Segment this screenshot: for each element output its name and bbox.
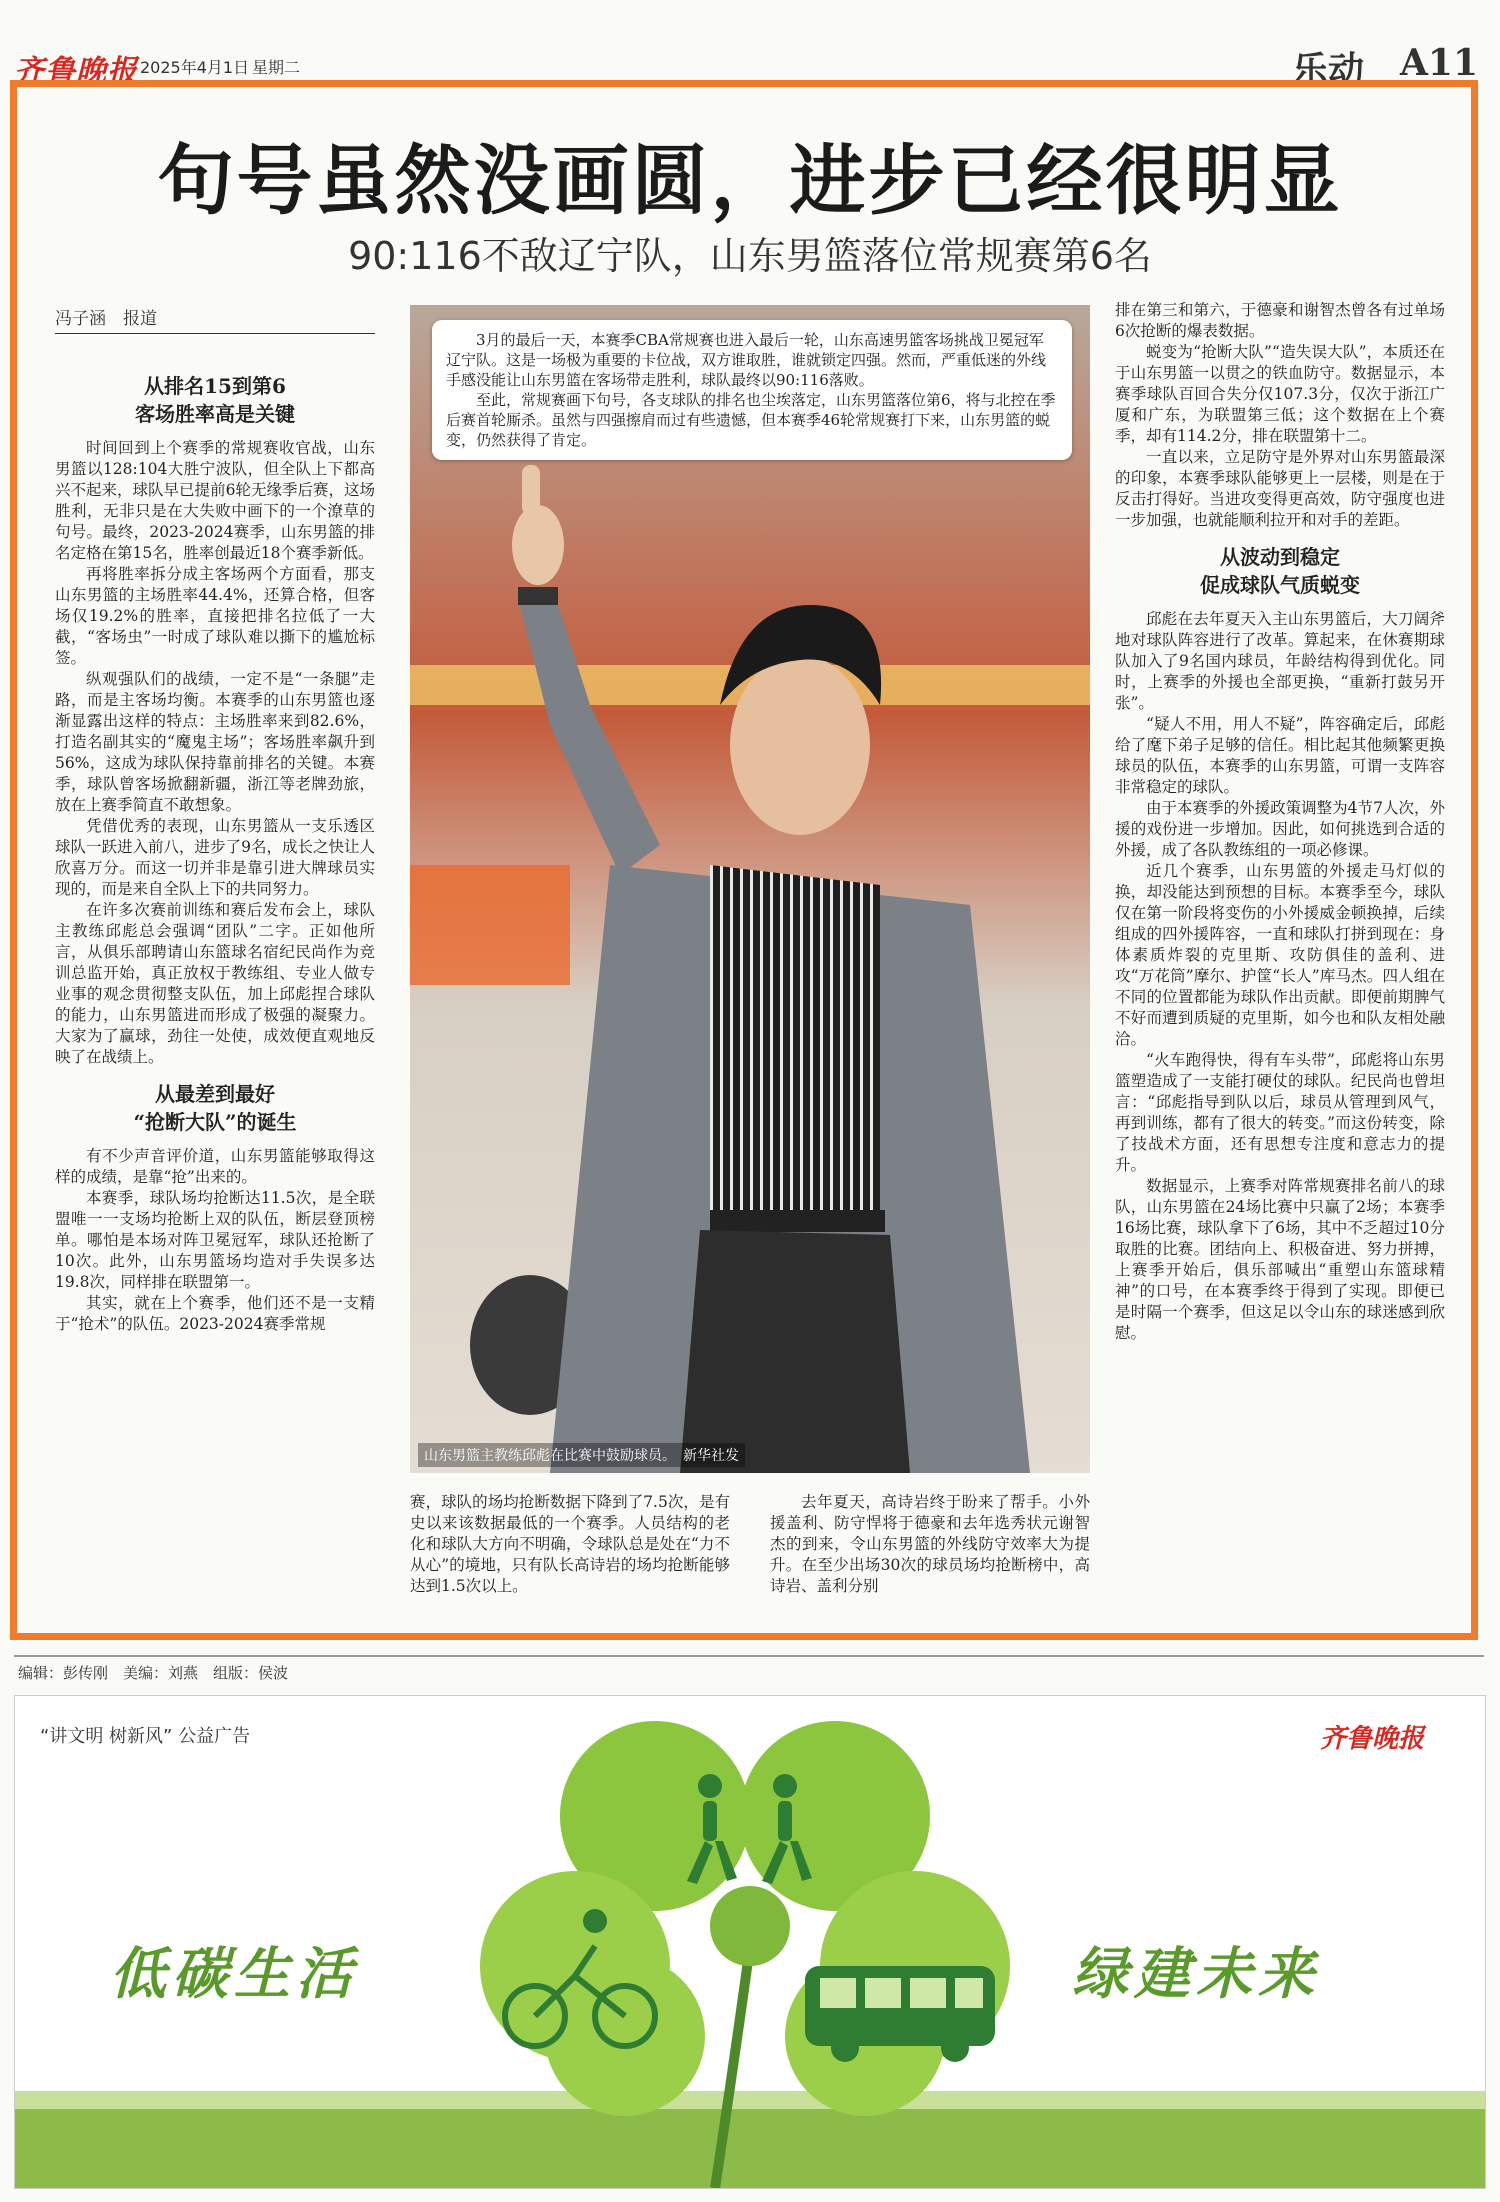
lead-paragraph: 3月的最后一天，本赛季CBA常规赛也进入最后一轮，山东高速男篮客场挑战卫冕冠军辽宁队。这是一场极为重要的卡位战，双方谁取胜，谁就锁定四强。然而，严重低迷的外线手感没能让山东男篮在客场带走胜利，球队最终以90:116落败。 <box>446 331 1047 389</box>
ad-logo: 齐鲁晚报 <box>1320 1724 1425 1754</box>
article-column-4 <box>1115 300 1445 1344</box>
lead-paragraph: 至此，常规赛画下句号，各支球队的排名也尘埃落定，山东男篮落位第6，将与北控在季后赛首轮厮杀。虽然与四强擦肩而过有些遗憾，但本赛季46轮常规赛打下来，山东男篮的蜕变，仍然获得了肯定。 <box>446 391 1056 449</box>
subheadline: 90:116不敌辽宁队，山东男篮落位常规赛第6名 <box>348 234 1152 278</box>
section-heading-2: 从最差到最好 “抢断大队”的诞生 <box>133 1082 297 1134</box>
ad-label: “讲文明 树新风” 公益广告 <box>40 1726 251 1747</box>
paragraph: 一直以来，立足防守是外界对山东男篮最深的印象，本赛季球队能够更上一层楼，则是在于反击打得好。当进攻变得更高效，防守强度也进一步加强，也就能顺利拉开和对手的差距。 <box>1115 448 1445 529</box>
photo-caption: 山东男篮主教练邱彪在比赛中鼓励球员。 新华社发 <box>418 1443 745 1467</box>
paragraph: 蜕变为“抢断大队”“造失误大队”，本质还在于山东男篮一以贯之的铁血防守。数据显示，本赛季球队百回合失分仅107.3分，仅次于浙江广厦和广东，为联盟第三低；这个数据在上个赛季，却有114.2分，排在联盟第十二。 <box>1115 343 1445 445</box>
paragraph: 本赛季，球队场均抢断达11.5次，是全联盟唯一一支场均抢断上双的队伍，断层登顶榜单。哪怕是本场对阵卫冕冠军，球队还抢断了10次。此外，山东男篮场均造对手失误多达19.8次，同样排在联盟第一。 <box>55 1189 375 1291</box>
headline: 句号虽然没画圆，进步已经很明显 <box>157 136 1343 225</box>
coach-photo <box>410 305 1090 1473</box>
paragraph: 有不少声音评价道，山东男篮能够取得这样的成绩，是靠“抢”出来的。 <box>55 1147 375 1186</box>
paragraph: 近几个赛季，山东男篮的外援走马灯似的换，却没能达到预想的目标。本赛季至今，球队仅在第一阶段将变伤的小外援威金顿换掉，后续组成的四外援阵容，一直和球队打拼到现在：身体素质炸裂的克里斯、攻防俱佳的盖利、进攻“万花筒”摩尔、护筐“长人”库马杰。四人组在不同的位置都能为球队作出贡献。即便前期脾气不好而遭到质疑的克里斯，如今也和队友相处融洽。 <box>1115 862 1445 1048</box>
byline: 冯子涵 报道 <box>55 304 375 334</box>
paragraph: 排在第三和第六，于德豪和谢智杰曾各有过单场6次抢断的爆表数据。 <box>1115 301 1445 340</box>
paragraph: 凭借优秀的表现，山东男篮从一支乐透区球队一跃进入前八，进步了9名，成长之快让人欣喜万分。而这一切并非是靠引进大牌球员实现的，而是来自全队上下的共同努力。 <box>55 817 375 898</box>
lead-summary-box <box>432 320 1072 460</box>
editor-credits: 编辑：彭传刚 美编：刘燕 组版：侯波 <box>18 1664 289 1682</box>
paragraph: 由于本赛季的外援政策调整为4节7人次，外援的戏份进一步增加。因此，如何挑选到合适的外援，成了各队教练组的一项必修课。 <box>1115 799 1445 859</box>
paragraph: 在许多次赛前训练和赛后发布会上，球队主教练邱彪总会强调“团队”二字。正如他所言，从俱乐部聘请山东篮球名宿纪民尚作为竞训总监开始，真正放权于教练组、专业人做专业事的观念贯彻整支队伍，加上邱彪捏合球队的能力，山东男篮进而形成了极强的凝聚力。大家为了赢球，劲往一处使，成效便直观地反映了在战绩上。 <box>55 901 375 1066</box>
paragraph: 邱彪在去年夏天入主山东男篮后，大刀阔斧地对球队阵容进行了改革。算起来，在休赛期球队加入了9名国内球员，年龄结构得到优化。同时，上赛季的外援也全部更换，“重新打鼓另开张”。 <box>1115 610 1445 712</box>
section-heading-3: 从波动到稳定 促成球队气质蜕变 <box>1200 545 1360 597</box>
issue-date: 2025年4月1日 <box>140 58 250 77</box>
paragraph: 赛，球队的场均抢断数据下降到了7.5次，是有史以来该数据最低的一个赛季。人员结构的老化和球队大方向不明确，令球队总是处在“力不从心”的境地，只有队长高诗岩的场均抢断能够达到1.5次以上。 <box>410 1493 730 1595</box>
paragraph: 纵观强队们的战绩，一定不是“一条腿”走路，而是主客场均衡。本赛季的山东男篮也逐渐显露出这样的特点：主场胜率来到82.6%，打造名副其实的“魔鬼主场”；客场胜率飙升到56%，这成为球队保持靠前排名的关键。本赛季，球队曾客场掀翻新疆，浙江等老牌劲旅，放在上赛季简直不敢想象。 <box>55 670 375 814</box>
ad-slogan-right: 绿建未来 <box>1072 1942 1320 2007</box>
page-number: A11 <box>1400 42 1479 84</box>
article-column-2 <box>410 1492 730 1597</box>
paragraph: “火车跑得快，得有车头带”，邱彪将山东男篮塑造成了一支能打硬仗的球队。纪民尚也曾坦言：“邱彪指导到队以后，球员从管理到风气，再到训练，都有了很大的转变。”而这份转变，除了技战术方面，还有思想专注度和意志力的提升。 <box>1115 1051 1445 1174</box>
ad-slogan-left: 低碳生活 <box>110 1942 358 2007</box>
section-heading-1: 从排名15到第6 客场胜率高是关键 <box>135 374 295 426</box>
article-column-3 <box>770 1492 1090 1597</box>
paragraph: 数据显示，上赛季对阵常规赛排名前八的球队，山东男篮在24场比赛中只赢了2场；本赛季16场比赛，球队拿下了6场，其中不乏超过10分取胜的比赛。团结向上、积极奋进、努力拼搏，上赛季开始后，俱乐部喊出“重塑山东篮球精神”的口号，在本赛季终于得到了实现。即便已是时隔一个赛季，但这足以令山东的球迷感到欣慰。 <box>1115 1177 1445 1342</box>
paragraph: 时间回到上个赛季的常规赛收官战，山东男篮以128:104大胜宁波队，但全队上下都高兴不起来，球队早已提前6轮无缘季后赛，这场胜利，无非只是在大失败中画下的一个潦草的句号。最终，2023-2024赛季，山东男篮的排名定格在第15名，胜率创最近18个赛季新低。 <box>55 439 375 562</box>
issue-weekday: 星期二 <box>252 58 301 77</box>
masthead-logo: 齐鲁晚报 <box>14 54 138 89</box>
article-column-1 <box>55 360 375 1335</box>
paragraph: 其实，就在上个赛季，他们还不是一支精于“抢术”的队伍。2023-2024赛季常规 <box>55 1294 375 1333</box>
paragraph: 再将胜率拆分成主客场两个方面看，那支山东男篮的主场胜率44.4%，还算合格，但客场仅19.2%的胜率，直接把排名拉低了一大截，“客场虫”一时成了球队难以撕下的尴尬标签。 <box>55 565 375 667</box>
paragraph: 去年夏天，高诗岩终于盼来了帮手。小外援盖利、防守悍将于德豪和去年选秀状元谢智杰的到来，令山东男篮的外线防守效率大为提升。在至少出场30次的球员场均抢断榜中，高诗岩、盖利分别 <box>770 1493 1090 1595</box>
coach-photo-illustration <box>410 305 1090 1473</box>
divider <box>14 1655 1484 1657</box>
section-name: 乐动 <box>1292 49 1365 91</box>
paragraph: “疑人不用，用人不疑”，阵容确定后，邱彪给了麾下弟子足够的信任。相比起其他频繁更换球员的队伍，本赛季的山东男篮，可谓一支阵容非常稳定的球队。 <box>1115 715 1445 796</box>
